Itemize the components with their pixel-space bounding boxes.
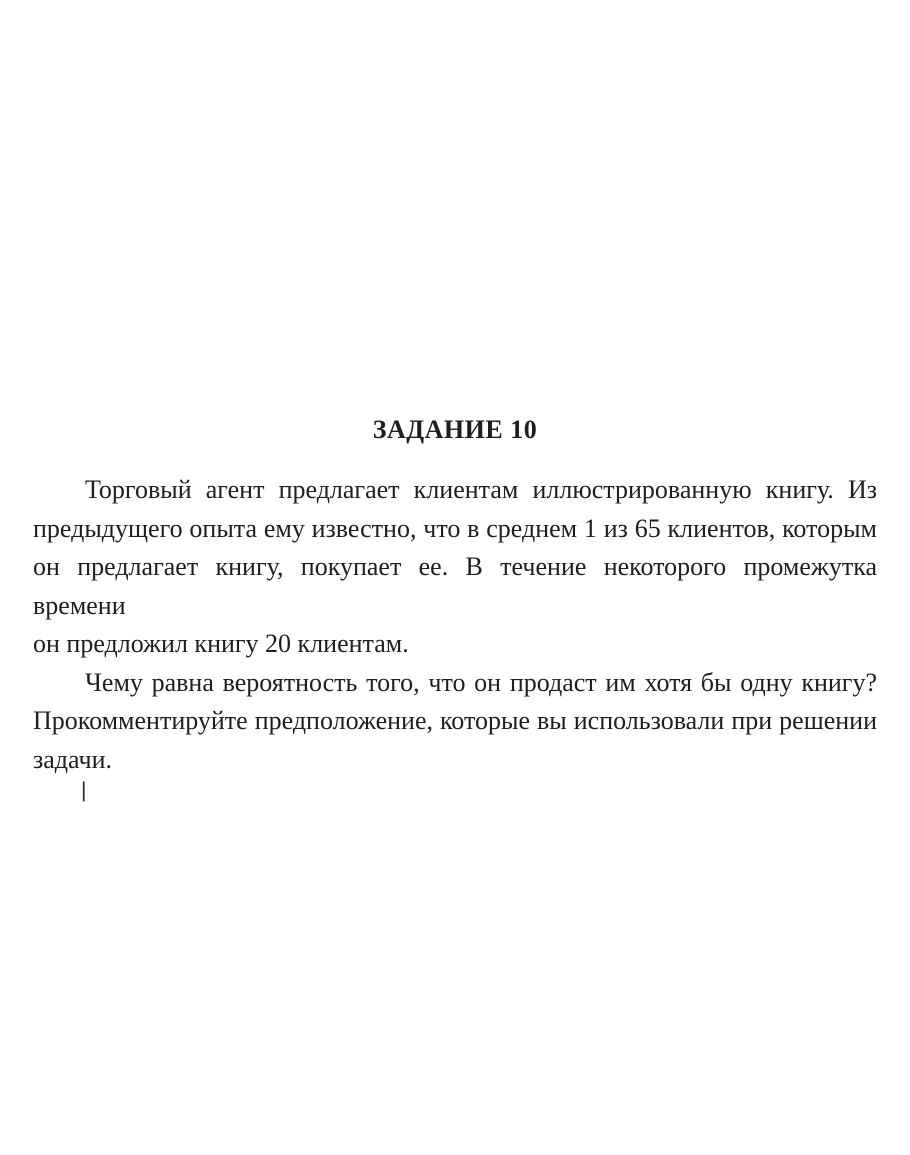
paragraph-1-line-4: он предложил книгу 20 клиентам.: [33, 629, 409, 658]
paragraph-2-line-2: Прокомментируйте предположение, которые вы использовали при решении: [33, 706, 877, 735]
paragraph-2-line-1: Чему равна вероятность того, что он продаст им хотя бы одну книгу?: [85, 667, 877, 697]
paragraph-1-line-1: Торговый агент предлагает клиентам иллюстрированную книгу. Из: [85, 475, 877, 504]
text-cursor-mark: |: [81, 779, 87, 802]
paragraph-1-line-2: предыдущего опыта ему известно, что в среднем 1 из 65 клиентов, которым: [33, 513, 877, 543]
paragraph-2-line-3: задачи.: [33, 744, 113, 774]
paragraph-1-line-3: он предлагает книгу, покупает ее. В течение некоторого промежутка времени: [33, 552, 877, 620]
task-heading: ЗАДАНИЕ 10: [372, 415, 538, 444]
task-body: [33, 471, 877, 779]
